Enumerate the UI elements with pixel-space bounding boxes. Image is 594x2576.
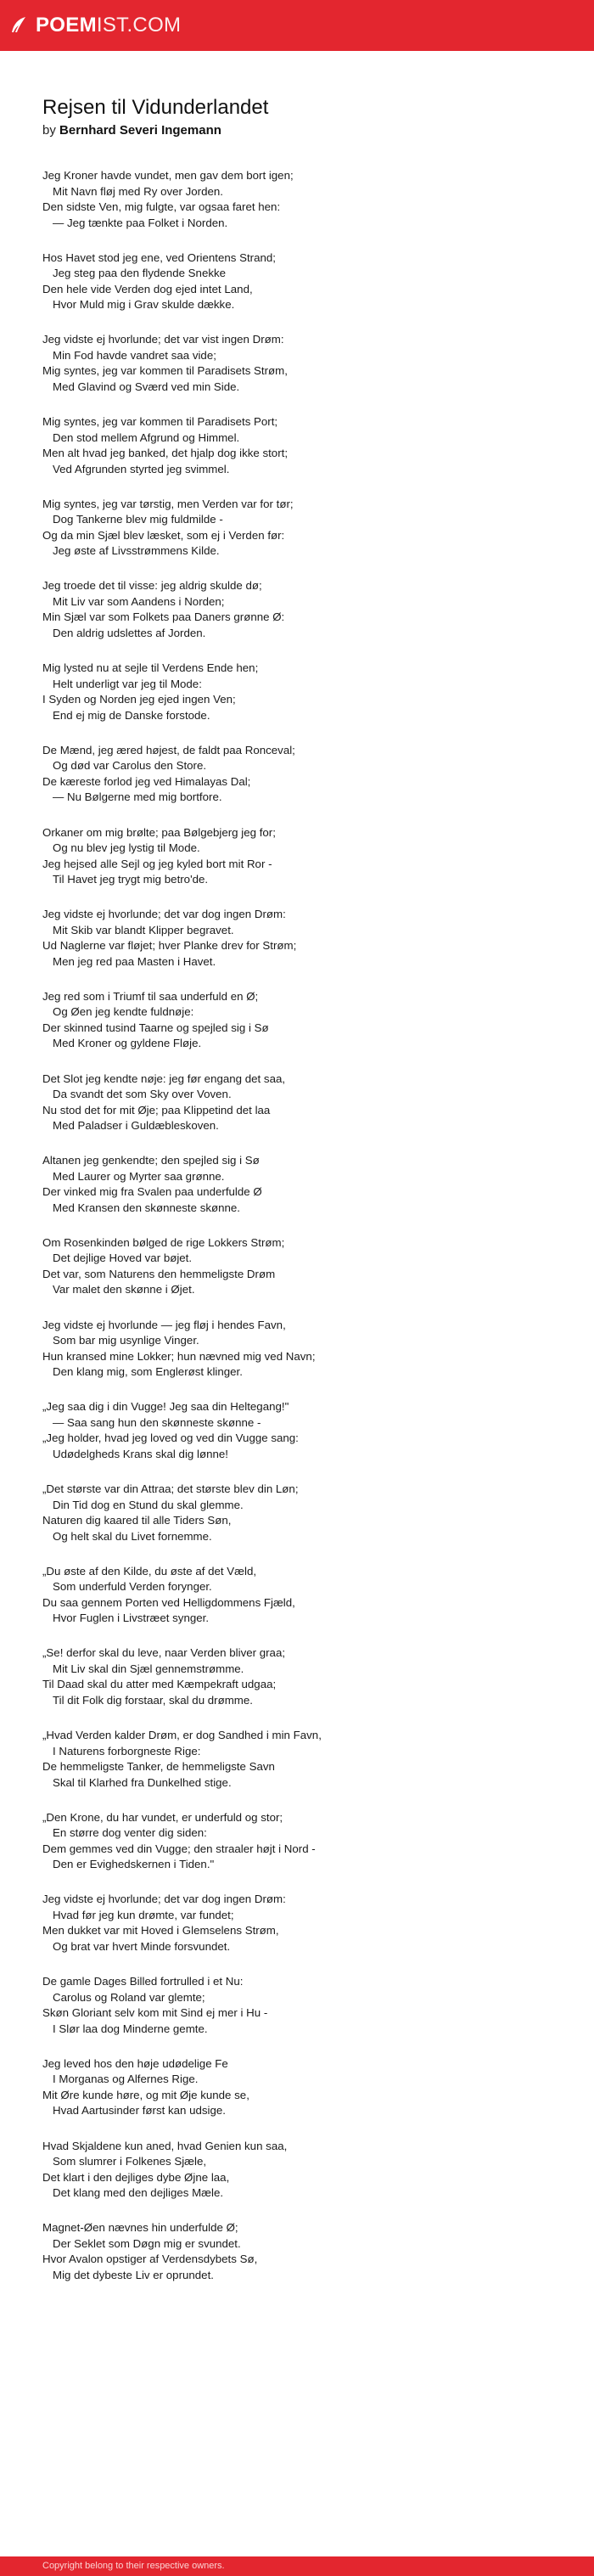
- poem-line: Til Havet jeg trygt mig betro'de.: [53, 873, 209, 886]
- poem-line: Helt underligt var jeg til Mode:: [53, 677, 202, 690]
- stanza: [42, 2139, 552, 2202]
- poem-line: I Morganas og Alfernes Rige.: [53, 2073, 199, 2086]
- poem-line: Mit Øre kunde høre, og mit Øje kunde se,: [42, 2088, 249, 2101]
- poem-line: Mig syntes, jeg var tørstig, men Verden var for tør;: [42, 497, 294, 510]
- poem-body: [42, 168, 552, 2283]
- poem-line: Og nu blev jeg lystig til Mode.: [53, 841, 200, 854]
- stanza: [42, 168, 552, 231]
- poem-line: Det klart i den dejliges dybe Øjne laa,: [42, 2170, 230, 2184]
- logo-text-bold: POEM: [36, 14, 97, 37]
- stanza: [42, 414, 552, 477]
- poem-line: Med Kransen den skønneste skønne.: [53, 1201, 240, 1214]
- poem-line: Der vinked mig fra Svalen paa underfulde Ø: [42, 1185, 262, 1199]
- stanza: [42, 1153, 552, 1216]
- poem-line: Det var, som Naturens den hemmeligste Drøm: [42, 1267, 276, 1280]
- byline: [42, 122, 552, 139]
- poem-line: Mig syntes, jeg var kommen til Paradisets Port;: [42, 415, 278, 429]
- poem-line: Var malet den skønne i Øjet.: [53, 1283, 195, 1296]
- poem-line: Mit Skib var blandt Klipper begravet.: [53, 923, 234, 936]
- stanza: [42, 1645, 552, 1708]
- stanza: [42, 825, 552, 888]
- poem-line: Hun kransed mine Lokker; hun nævned mig ved Navn;: [42, 1349, 316, 1363]
- poem-line: Og død var Carolus den Store.: [53, 759, 207, 773]
- stanza: [42, 1235, 552, 1298]
- poem-line: Jeg vidste ej hvorlunde; det var vist ingen Drøm:: [42, 333, 284, 346]
- poem-line: Ved Afgrunden styrted jeg svimmel.: [53, 462, 230, 475]
- poem-line: Magnet-Øen nævnes hin underfulde Ø;: [42, 2221, 238, 2235]
- stanza: [42, 907, 552, 970]
- poem-title: Rejsen til Vidunderlandet: [42, 96, 269, 119]
- poem-line: Da svandt det som Sky over Voven.: [53, 1088, 232, 1101]
- poem-line: Den hele vide Verden dog ejed intet Land,: [42, 282, 253, 295]
- poem-line: Det klang med den dejliges Mæle.: [53, 2186, 224, 2199]
- poem-line: Mit Liv skal din Sjæl gennemstrømme.: [53, 1662, 244, 1675]
- stanza: [42, 989, 552, 1052]
- poem-line: Det dejlige Hoved var bøjet.: [53, 1251, 193, 1265]
- stanza: [42, 2220, 552, 2283]
- site-header: [0, 0, 594, 51]
- poem-line: Med Kroner og gyldene Fløje.: [53, 1037, 202, 1050]
- copyright-notice: Copyright belong to their respective owners.: [42, 2561, 225, 2571]
- poem-line: Min Fod havde vandret saa vide;: [53, 348, 216, 362]
- poem-line: „Se! derfor skal du leve, naar Verden bliver graa;: [42, 1646, 286, 1660]
- poem-line: Og brat var hvert Minde forsvundet.: [53, 1939, 231, 1953]
- poem-line: Den stod mellem Afgrund og Himmel.: [53, 430, 240, 444]
- poem-line: „Jeg saa dig i din Vugge! Jeg saa din Heltegang!": [42, 1400, 289, 1414]
- poem-line: Mig det dybeste Liv er oprundet.: [53, 2268, 214, 2281]
- poem-line: Den er Evighedskernen i Tiden.": [53, 1858, 215, 1871]
- poem-line: Ud Naglerne var fløjet; hver Planke drev for Strøm;: [42, 939, 297, 953]
- quill-icon: [7, 14, 31, 37]
- poem-line: Som underfuld Verden foryng​er.: [53, 1580, 212, 1594]
- author-link[interactable]: Bernhard Severi Ingemann: [59, 123, 221, 138]
- poem-line: De hemmeligste Tanker, de hemmeligste Savn: [42, 1760, 275, 1774]
- poem-line: Der skinned tusind Taarne og spejled sig i Sø: [42, 1021, 269, 1034]
- poem-line: Til dit Folk dig forstaar, skal du drømme.: [53, 1693, 253, 1707]
- poem-line: Men alt hvad jeg banked, det hjalp dog ikke stort;: [42, 447, 289, 460]
- poem-content: [42, 95, 552, 2303]
- logo-text-light: IST.COM: [96, 14, 182, 37]
- logo-text: [36, 14, 181, 37]
- stanza: [42, 743, 552, 806]
- poem-line: Nu stod det for mit Øje; paa Klippetind det laa: [42, 1103, 271, 1116]
- poem-line: Den aldrig udslettes af Jorden.: [53, 626, 206, 639]
- poem-line: Din Tid dog en Stund du skal glemme.: [53, 1498, 244, 1511]
- poem-line: Jeg Kroner havde vundet, men gav dem bort igen;: [42, 169, 294, 182]
- poem-line: Skøn Gloriant selv kom mit Sind ej mer i Hu -: [42, 2006, 268, 2020]
- poem-line: Jeg vidste ej hvorlunde; det var dog ingen Drøm:: [42, 1893, 286, 1906]
- poem-line: — Nu Bølgerne med mig bortfore.: [53, 790, 222, 804]
- poem-line: De kæreste forlod jeg ved Himalayas Dal;: [42, 774, 251, 788]
- poem-line: Hvor Avalon opstiger af Verdensdybets Sø,: [42, 2253, 258, 2266]
- stanza: [42, 661, 552, 723]
- stanza: [42, 1318, 552, 1381]
- poem-line: Der Seklet som Døgn mig er svundet.: [53, 2236, 241, 2250]
- poem-line: Jeg hejsed alle Sejl og jeg kyled bort mit Ror -: [42, 857, 272, 870]
- poem-line: Mig syntes, jeg var kommen til Paradisets Strøm,: [42, 364, 288, 378]
- poem-line: Jeg leved hos den høje udødelige Fe: [42, 2056, 228, 2070]
- stanza: [42, 1071, 552, 1134]
- poem-line: Med Paladser i Guldæbleskoven.: [53, 1119, 219, 1133]
- poem-line: Hvad før jeg kun drømte, var fundet;: [53, 1908, 234, 1921]
- stanza: [42, 1564, 552, 1627]
- stanza: [42, 1810, 552, 1873]
- stanza: [42, 250, 552, 313]
- poem-line: Som bar mig usynlige Vinger.: [53, 1334, 199, 1347]
- poem-line: Jeg steg paa den flydende Snekke: [53, 267, 227, 280]
- poem-line: Udødelgheds Krans skal dig lønne!: [53, 1447, 228, 1460]
- stanza: [42, 1482, 552, 1544]
- poem-line: Jeg vidste ej hvorlunde; det var dog ingen Drøm:: [42, 908, 286, 921]
- stanza: [42, 2056, 552, 2119]
- poem-line: Til Daad skal du atter med Kæmpekraft udgaa;: [42, 1678, 277, 1691]
- poem-line: Og Øen jeg kendte fuldnøje:: [53, 1005, 194, 1019]
- poem-line: En større dog venter dig siden:: [53, 1826, 207, 1840]
- poem-line: Du saa gennem Porten ved Helligdommens Fjæld,: [42, 1595, 295, 1609]
- poem-line: Min Sjæl var som Folkets paa Daners grønne Ø:: [42, 610, 285, 624]
- stanza: [42, 1728, 552, 1791]
- poem-line: — Saa sang hun den skønneste skønne -: [53, 1415, 261, 1429]
- poem-line: Dog Tankerne blev mig fuldmilde -: [53, 513, 223, 526]
- site-footer: [0, 2556, 594, 2576]
- stanza: [42, 1974, 552, 2037]
- poem-line: End ej mig de Danske forstode.: [53, 708, 210, 722]
- poem-line: „Den Krone, du har vundet, er underfuld og stor;: [42, 1810, 283, 1824]
- poem-line: Naturen dig kaared til alle Tiders Søn,: [42, 1514, 232, 1527]
- poem-line: Skal til Klarhed fra Dunkelhed stige.: [53, 1775, 232, 1789]
- poem-line: Jeg troede det til visse: jeg aldrig skulde dø;: [42, 579, 262, 593]
- poem-line: Jeg red som i Triumf til saa underfuld en Ø;: [42, 989, 259, 1003]
- poem-line: Jeg vidste ej hvorlunde — jeg fløj i hendes Favn,: [42, 1318, 286, 1331]
- poem-line: I Naturens forborgneste Rige:: [53, 1744, 201, 1758]
- poem-line: Med Laurer og Myrter saa grønne.: [53, 1169, 225, 1183]
- poem-line: Hvor Muld mig i Grav skulde dække.: [53, 298, 235, 312]
- poem-line: Det Slot jeg kendte nøje: jeg før engang det saa,: [42, 1071, 286, 1085]
- poem-line: „Hvad Verden kalder Drøm, er dog Sandhed i min Favn,: [42, 1729, 322, 1742]
- poem-line: Og helt skal du Livet fornemme.: [53, 1529, 212, 1543]
- poem-line: Og da min Sjæl blev læsket, som ej i Verden før:: [42, 528, 285, 542]
- poem-line: Mit Navn fløj med Ry over Jorden.: [53, 184, 223, 198]
- poem-line: Den sidste Ven, mig fulgte, var ogsaa faret hen:: [42, 200, 281, 213]
- stanza: [42, 1399, 552, 1462]
- poem-line: Om Rosenkinden bølged de rige Lokkers Strøm;: [42, 1235, 285, 1249]
- poem-line: Som slumrer i Folkenes Sjæle,: [53, 2155, 207, 2168]
- poem-line: Den klang mig, som Engl​erøst klinger.: [53, 1365, 243, 1379]
- poem-line: Orkaner om mig brølte; paa Bølgebjerg jeg for;: [42, 825, 276, 839]
- stanza: [42, 1892, 552, 1954]
- poem-line: „Jeg holder, hvad jeg loved og ved din Vugge sang:: [42, 1431, 299, 1445]
- poem-line: Jeg øste af Livsstrømmens Kilde.: [53, 544, 220, 558]
- poem-line: Carolus og Roland var glemte;: [53, 1990, 205, 2004]
- site-logo[interactable]: [7, 12, 181, 39]
- stanza: [42, 332, 552, 395]
- stanza: [42, 578, 552, 641]
- poem-line: — Jeg tænkte paa Folket i Norden.: [53, 216, 228, 229]
- poem-line: De gamle Dages Billed fortrulled i et Nu:: [42, 1975, 244, 1988]
- byline-prefix: by: [42, 123, 56, 138]
- poem-line: Mit Liv var som Aandens i Norden;: [53, 594, 225, 608]
- poem-line: Dem gemmes ved din Vugge; den straaler højt i Nord -: [42, 1842, 316, 1855]
- poem-line: Hvor Fuglen i Livstræet synger.: [53, 1611, 210, 1625]
- poem-line: Altanen jeg genkendte; den spejled sig i Sø: [42, 1154, 260, 1167]
- poem-line: Hvad Aartusinder først kan udsige.: [53, 2104, 226, 2118]
- poem-line: I Syden og Norden jeg ejed ingen Ven;: [42, 693, 236, 706]
- poem-line: Men dukket var mit Hoved i Glemselens Strøm,: [42, 1924, 279, 1938]
- poem-line: Men jeg red paa Masten i Havet.: [53, 954, 216, 968]
- poem-line: I Slør laa dog Minderne gemte.: [53, 2022, 208, 2035]
- poem-line: Hos Havet stod jeg ene, ved Orientens Strand;: [42, 250, 276, 264]
- poem-line: Hvad Skjaldene kun aned, hvad Genien kun saa,: [42, 2139, 288, 2152]
- poem-line: Mig lysted nu at sejle til Verdens Ende hen;: [42, 661, 259, 675]
- stanza: [42, 497, 552, 560]
- poem-line: „Det største var din Attraa; det største blev din Løn;: [42, 1482, 299, 1495]
- poem-line: De Mænd, jeg æred højest, de faldt paa Ronceval;: [42, 743, 295, 756]
- poem-line: „Du øste af den Kilde, du øste af det Væld,: [42, 1564, 257, 1578]
- poem-line: Med Glavind og Sværd ved min Side.: [53, 380, 240, 393]
